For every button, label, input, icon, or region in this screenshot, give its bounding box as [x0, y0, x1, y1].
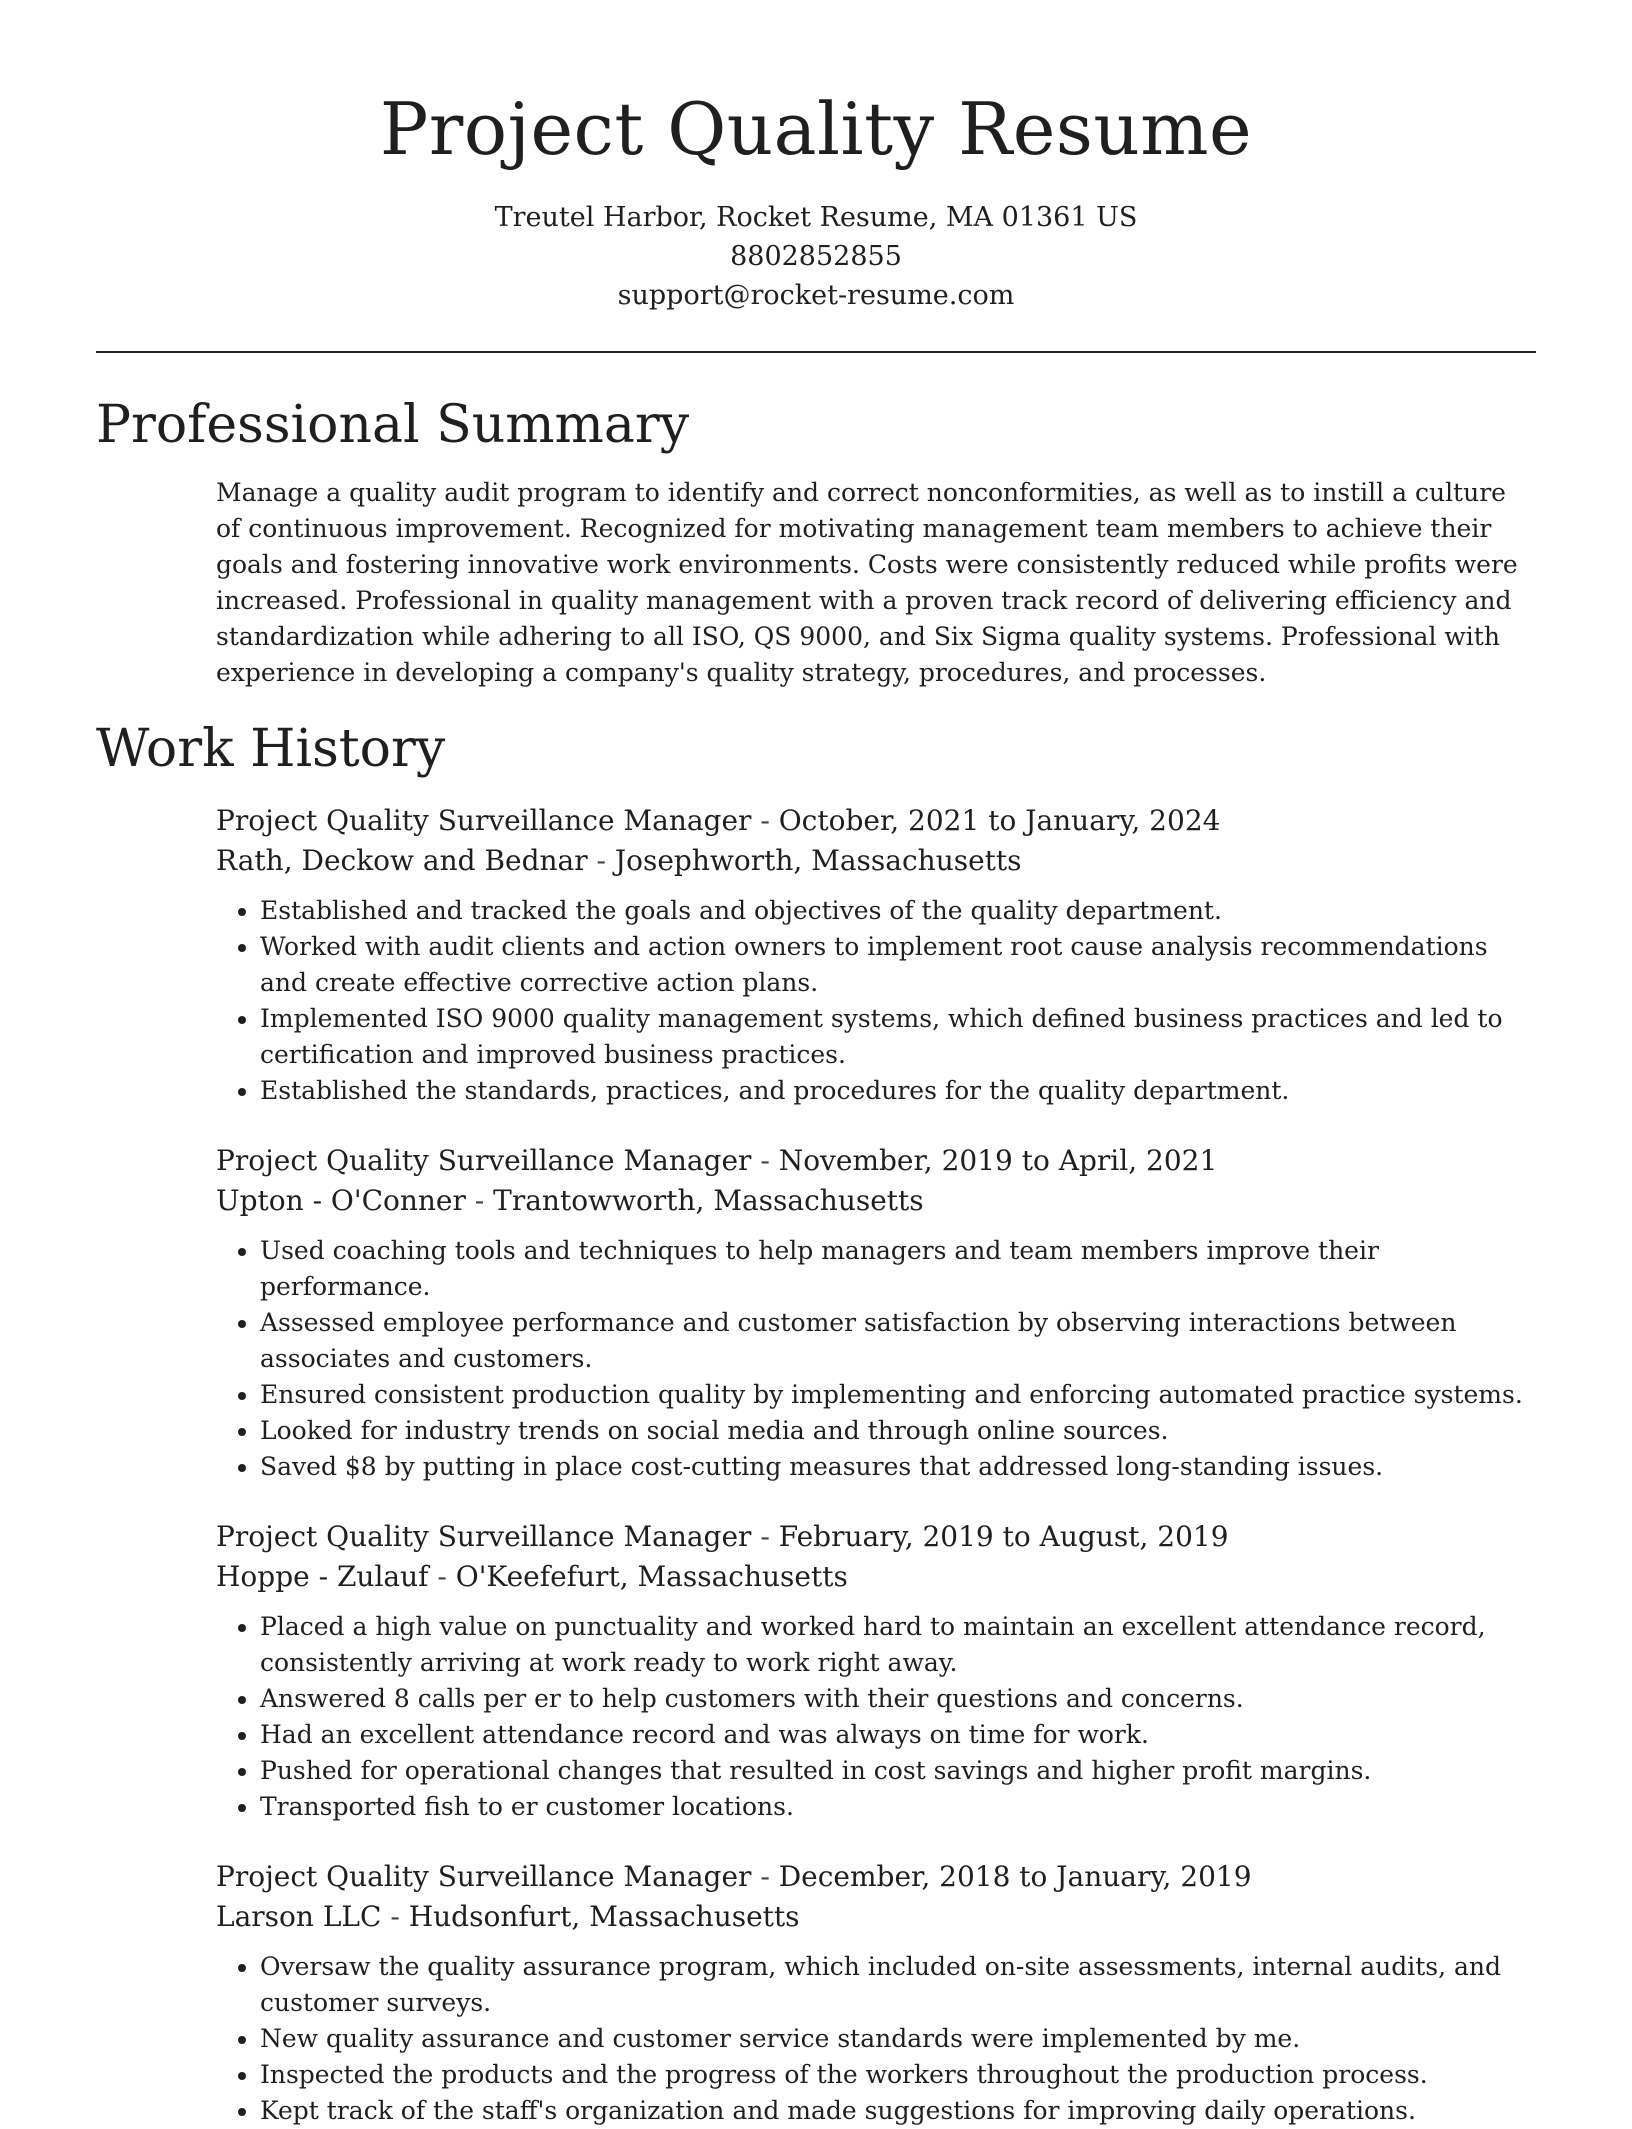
- job-location: O'Keefefurt, Massachusetts: [455, 1560, 848, 1593]
- address: Treutel Harbor, Rocket Resume, MA 01361 US: [494, 202, 1138, 233]
- work-history-list: [0, 801, 1632, 2129]
- summary-heading: Professional Summary: [96, 395, 690, 455]
- resume-header: [0, 0, 1632, 315]
- bullet-item: • New quality assurance and customer service standards were implemented by me.: [260, 2021, 1536, 2057]
- summary-text: Manage a quality audit program to identify and correct nonconformities, as well as to instill a culture of continuous improvement. Recognized for motivating management team members to achieve their goals and fostering innovative work environments. Costs were consistently reduced while profits were increased. Professional in quality management with a proven track record of delivering efficiency and standardization while adhering to all ISO, QS 9000, and Six Sigma quality systems. Professional with experience in developing a company's quality strategy, procedures, and processes.: [216, 478, 1518, 687]
- job-location: Hudsonfurt, Massachusetts: [408, 1900, 800, 1933]
- job-company-line: Larson LLC - Hudsonfurt, Massachusetts: [216, 1900, 800, 1933]
- job-dates: December, 2018 to January, 2019: [778, 1860, 1252, 1893]
- work-history-heading: Work History: [96, 719, 446, 779]
- job-location: Josephworth, Massachusetts: [614, 844, 1022, 877]
- job-role: Project Quality Surveillance Manager: [216, 1860, 752, 1893]
- job-entry: [216, 1141, 1536, 1485]
- contact-block: [0, 198, 1632, 315]
- job-dates: November, 2019 to April, 2021: [778, 1144, 1218, 1177]
- bullet-item: • Worked with audit clients and action owners to implement root cause analysis recommendations and create effective corrective action plans.: [260, 929, 1536, 1001]
- job-entry: [216, 1857, 1536, 2129]
- bullet-item: • Assessed employee performance and customer satisfaction by observing interactions between associates and customers.: [260, 1305, 1536, 1377]
- bullet-item: • Pushed for operational changes that resulted in cost savings and higher profit margins.: [260, 1753, 1536, 1789]
- job-company-line: Hoppe - Zulauf - O'Keefefurt, Massachusetts: [216, 1560, 848, 1593]
- bullet-item: • Answered 8 calls per er to help customers with their questions and concerns.: [260, 1681, 1536, 1717]
- bullet-item: • Used coaching tools and techniques to help managers and team members improve their performance.: [260, 1233, 1536, 1305]
- bullet-item: • Transported fish to er customer locations.: [260, 1789, 1536, 1825]
- job-entry: [216, 801, 1536, 1109]
- job-company: Rath, Deckow and Bednar: [216, 844, 588, 877]
- bullet-item: • Oversaw the quality assurance program, which included on-site assessments, internal audits, and customer surveys.: [260, 1949, 1536, 2021]
- job-role: Project Quality Surveillance Manager: [216, 1520, 752, 1553]
- bullet-item: • Established the standards, practices, and procedures for the quality department.: [260, 1073, 1536, 1109]
- job-bullets: [216, 893, 1536, 1109]
- job-entry: [216, 1517, 1536, 1825]
- bullet-item: • Had an excellent attendance record and was always on time for work.: [260, 1717, 1536, 1753]
- bullet-item: • Implemented ISO 9000 quality management systems, which defined business practices and led to certification and improved business practices.: [260, 1001, 1536, 1073]
- bullet-item: • Kept track of the staff's organization and made suggestions for improving daily operations.: [260, 2093, 1536, 2129]
- phone-number: 8802852855: [730, 241, 902, 272]
- job-location: Trantowworth, Massachusetts: [493, 1184, 924, 1217]
- bullet-item: • Ensured consistent production quality by implementing and enforcing automated practice systems.: [260, 1377, 1536, 1413]
- job-bullets: [216, 1609, 1536, 1825]
- job-role-line: Project Quality Surveillance Manager - February, 2019 to August, 2019: [216, 1520, 1229, 1553]
- job-bullets: [216, 1233, 1536, 1485]
- job-company-line: Rath, Deckow and Bednar - Josephworth, Massachusetts: [216, 844, 1022, 877]
- job-role: Project Quality Surveillance Manager: [216, 804, 752, 837]
- job-company-line: Upton - O'Conner - Trantowworth, Massachusetts: [216, 1184, 924, 1217]
- bullet-item: • Placed a high value on punctuality and worked hard to maintain an excellent attendance record, consistently arriving at work ready to work right away.: [260, 1609, 1536, 1681]
- email-address: support@rocket-resume.com: [617, 280, 1015, 311]
- job-role-line: Project Quality Surveillance Manager - December, 2018 to January, 2019: [216, 1860, 1252, 1893]
- header-divider: [96, 351, 1536, 353]
- bullet-item: • Looked for industry trends on social media and through online sources.: [260, 1413, 1536, 1449]
- job-role-line: Project Quality Surveillance Manager - November, 2019 to April, 2021: [216, 1144, 1218, 1177]
- bullet-item: • Saved $8 by putting in place cost-cutting measures that addressed long-standing issues.: [260, 1449, 1536, 1485]
- job-company: Upton - O'Conner: [216, 1184, 466, 1217]
- resume-title: Project Quality Resume: [379, 87, 1253, 171]
- bullet-item: • Established and tracked the goals and objectives of the quality department.: [260, 893, 1536, 929]
- bullet-item: • Inspected the products and the progress of the workers throughout the production process.: [260, 2057, 1536, 2093]
- job-role-line: Project Quality Surveillance Manager - October, 2021 to January, 2024: [216, 804, 1221, 837]
- job-bullets: [216, 1949, 1536, 2129]
- job-dates: February, 2019 to August, 2019: [778, 1520, 1229, 1553]
- job-dates: October, 2021 to January, 2024: [778, 804, 1221, 837]
- job-company: Larson LLC: [216, 1900, 382, 1933]
- job-company: Hoppe - Zulauf: [216, 1560, 429, 1593]
- job-role: Project Quality Surveillance Manager: [216, 1144, 752, 1177]
